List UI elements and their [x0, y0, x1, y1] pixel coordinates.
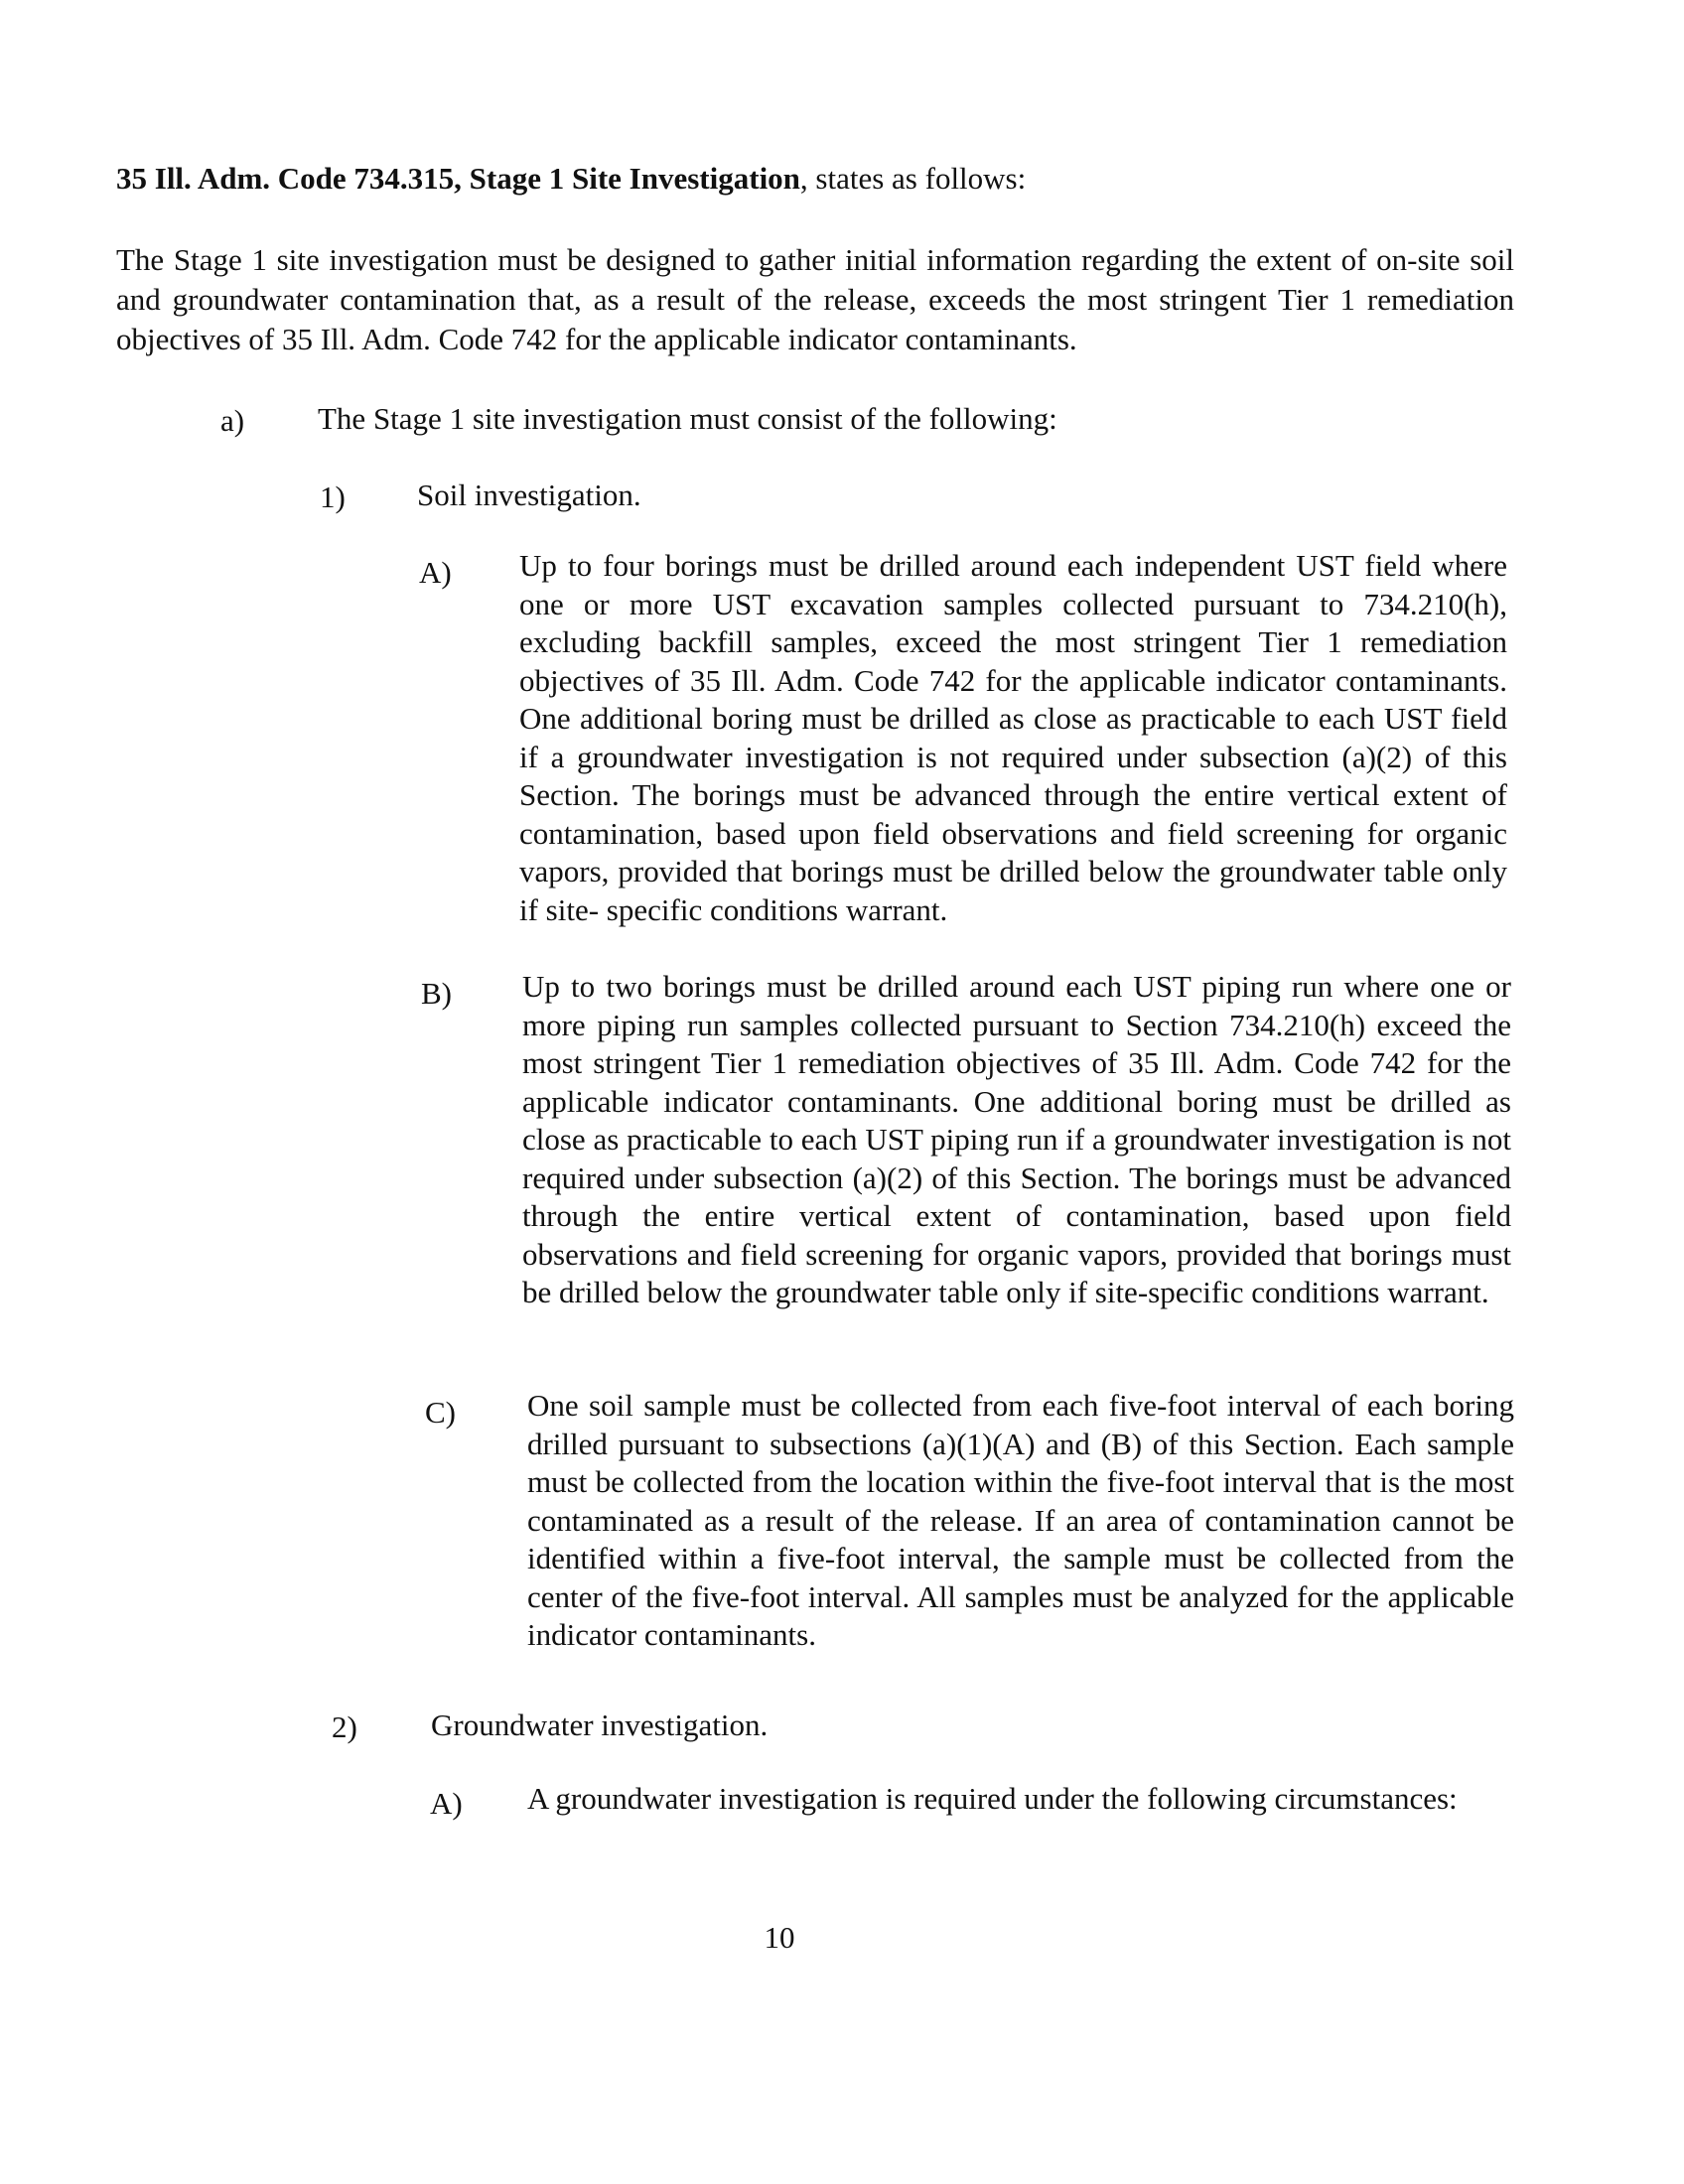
item-1-label: 1)	[320, 479, 346, 514]
item-1c-paragraph: One soil sample must be collected from each five-foot interval of each boring drilled pursuant to subsections (a)(1)(A) and (B) of this Section. Each sample must be collected from the location within the five-foot interval that is the most contaminated as a result of the release. If an area of contamination cannot be identified within a five-foot interval, the sample must be collected from the center of the five-foot interval. All samples must be analyzed for the applicable indicator contaminants.	[527, 1388, 1514, 1652]
section-heading	[116, 159, 1506, 199]
intro-paragraph: The Stage 1 site investigation must be designed to gather initial information regarding the extent of on-site soil and groundwater contamination that, as a result of the release, exceeds the most stringent Tier 1 remediation objectives of 35 Ill. Adm. Code 742 for the applicable indicator contaminants.	[116, 242, 1514, 356]
item-2-text: Groundwater investigation.	[431, 1707, 769, 1742]
item-1a-paragraph: Up to four borings must be drilled around each independent UST field where one or more UST excavation samples collected pursuant to 734.210(h), excluding backfill samples, exceed the most stringent Tier 1 remediation objectives of 35 Ill. Adm. Code 742 for the applicable indicator contaminants. One additional boring must be drilled as close as practicable to each UST field if a groundwater investigation is not required under subsection (a)(2) of this Section. The borings must be advanced through the entire vertical extent of contamination, based upon field observations and field screening for organic vapors, provided that borings must be drilled below the groundwater table only if site- specific conditions warrant.	[519, 548, 1507, 927]
item-2a-label: A)	[430, 1786, 463, 1821]
page-number: 10	[764, 1920, 795, 1955]
item-1-text: Soil investigation.	[417, 478, 641, 512]
item-1c-label: C)	[425, 1395, 456, 1430]
heading-citation: 35 Ill. Adm. Code 734.315, Stage 1 Site Investigation	[116, 161, 800, 196]
item-1a-label: A)	[419, 555, 452, 590]
item-1b-paragraph: Up to two borings must be drilled around each UST piping run where one or more piping run samples collected pursuant to Section 734.210(h) exceed the most stringent Tier 1 remediation objectives of 35 Ill. Adm. Code 742 for the applicable indicator contaminants. One additional boring must be drilled as close as practicable to each UST piping run if a groundwater investigation is not required under subsection (a)(2) of this Section. The borings must be advanced through the entire vertical extent of contamination, based upon field observations and field screening for organic vapors, provided that borings must be drilled below the groundwater table only if site-specific conditions warrant.	[522, 969, 1511, 1309]
item-2a-text: A groundwater investigation is required under the following circumstances:	[527, 1781, 1458, 1816]
item-2-label: 2)	[332, 1709, 357, 1744]
heading-rest: , states as follows:	[799, 161, 1027, 196]
section-a-text: The Stage 1 site investigation must consist of the following:	[318, 401, 1057, 436]
section-a-label: a)	[220, 403, 245, 438]
item-1b-label: B)	[421, 976, 452, 1011]
